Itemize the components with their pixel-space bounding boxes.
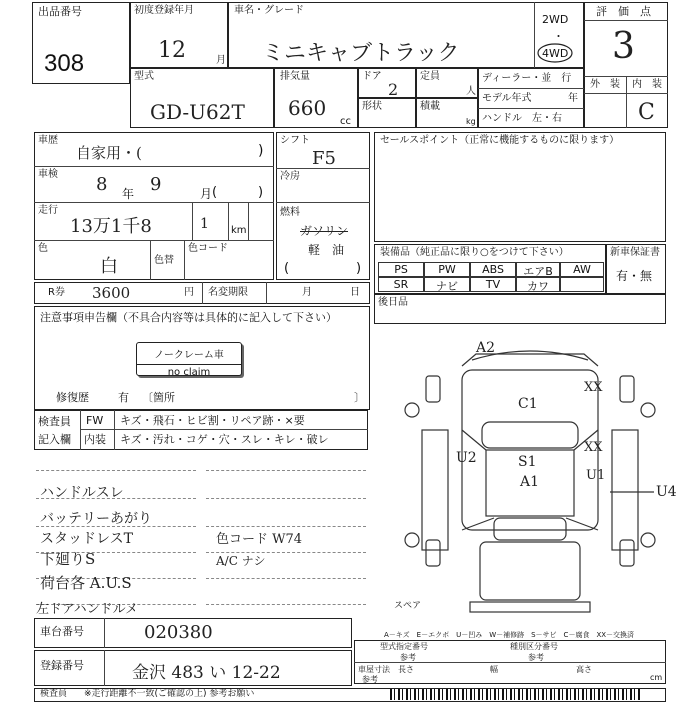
grade-line3 bbox=[584, 93, 668, 94]
mileage-div3 bbox=[248, 202, 249, 240]
fuel-value: 軽 油 bbox=[308, 243, 345, 257]
dims-wid: 幅 bbox=[490, 665, 498, 674]
inspector-fw: FW bbox=[86, 414, 104, 427]
sales-label: セールスポイント（正常に機能するものに限ります） bbox=[380, 135, 620, 146]
inspector-div2 bbox=[114, 410, 115, 450]
remark-left-0: ハンドルスレ bbox=[40, 485, 124, 501]
inspector-fw-text: キズ・飛石・ヒビ割・リペア跡・×要 bbox=[120, 414, 305, 427]
door-label: ドア bbox=[362, 71, 382, 82]
mark-s1: S1 bbox=[518, 454, 537, 470]
recycle-label: R券 bbox=[48, 287, 65, 298]
grade-divider bbox=[626, 76, 627, 128]
remark-left-3: 下廻りS bbox=[40, 550, 96, 568]
shift-line bbox=[276, 168, 370, 169]
regno-div bbox=[104, 650, 105, 686]
disp-label: 排気量 bbox=[280, 71, 310, 82]
rear-window bbox=[494, 518, 566, 540]
lot-label: 出品番号 bbox=[38, 5, 82, 18]
mirror-left bbox=[405, 403, 419, 417]
remark-right-0: 色コード W74 bbox=[216, 532, 303, 547]
disp-value: 660 bbox=[288, 96, 327, 120]
stamp-line2: no claim bbox=[137, 364, 241, 378]
shift-value: F5 bbox=[312, 148, 336, 169]
dims-label: 車屋寸法 bbox=[358, 665, 390, 674]
shaken-day-open: ( bbox=[212, 185, 218, 200]
dims-cm: cm bbox=[650, 673, 663, 682]
shift-label: シフト bbox=[280, 135, 310, 146]
remark-left-5: 左ドアハンドルメ bbox=[36, 602, 139, 617]
shaken-month: 9 bbox=[150, 174, 162, 195]
expire-day-unit: 日 bbox=[350, 287, 360, 298]
remark-line bbox=[206, 578, 366, 579]
grade-label: 評 価 点 bbox=[596, 5, 651, 18]
fuel-label: 燃料 bbox=[280, 207, 300, 218]
drive-4wd-circle bbox=[536, 42, 574, 64]
seats-unit: 人 bbox=[466, 86, 476, 97]
detail-line3 bbox=[34, 240, 274, 241]
footer-text: ※走行距離不一致(ご確認の上) 参考お願い bbox=[84, 689, 255, 699]
detail-line1 bbox=[34, 166, 274, 167]
ac-line bbox=[276, 202, 370, 203]
mark-xx-1: XX bbox=[584, 380, 603, 395]
color-div2 bbox=[184, 240, 185, 280]
inspector-in: 内装 bbox=[84, 433, 106, 446]
left-side-panel bbox=[422, 430, 448, 550]
bed-outline bbox=[480, 542, 580, 600]
wheel-fl bbox=[426, 376, 440, 402]
color-change-label: 色替 bbox=[154, 255, 174, 266]
warranty-value: 有・無 bbox=[616, 269, 653, 283]
shape-label: 形状 bbox=[362, 101, 382, 112]
mileage-label: 走行 bbox=[38, 205, 58, 216]
recycle-div bbox=[202, 282, 203, 304]
model-label: 型式 bbox=[134, 71, 154, 82]
shaken-month-unit: 月 bbox=[200, 187, 213, 201]
drive-2wd: 2WD bbox=[542, 13, 569, 26]
wheel-fr bbox=[620, 376, 634, 402]
mark-u1: U1 bbox=[586, 468, 606, 483]
dims-hgt: 高さ bbox=[576, 665, 592, 674]
recycle-value: 3600 bbox=[92, 284, 131, 302]
mark-c1: C1 bbox=[518, 396, 538, 412]
load-unit: kg bbox=[466, 117, 476, 126]
equipment-item bbox=[560, 277, 604, 292]
mirror-left-rear bbox=[405, 533, 419, 547]
remark-line bbox=[206, 470, 366, 471]
mark-xx-2: XX bbox=[584, 440, 603, 455]
equipment-item: AW bbox=[560, 262, 604, 277]
wheel-rl bbox=[426, 540, 440, 566]
chassis-label: 車台番号 bbox=[40, 625, 84, 638]
right-side-panel bbox=[612, 430, 638, 550]
equipment-item: PS bbox=[378, 262, 424, 277]
dealer-line2 bbox=[478, 108, 584, 109]
repair-open: 〔箇所 bbox=[142, 391, 175, 404]
shaken-year-unit: 年 bbox=[122, 187, 135, 201]
reg-month-unit: 月 bbox=[216, 55, 226, 66]
legend-box2-label: 種別区分番号 bbox=[510, 642, 558, 651]
grade-value: 3 bbox=[612, 26, 635, 67]
mileage-div2 bbox=[228, 202, 229, 240]
legend-box1-label: 型式指定番号 bbox=[380, 642, 428, 651]
footer-label: 検査員 bbox=[40, 689, 68, 699]
remark-left-4: 荷台各 A.U.S bbox=[40, 574, 132, 592]
legend-line: A－キズ E－エクボ U－凹み W－補修跡 S－サビ C－腐食 XX－交換済 bbox=[384, 631, 635, 639]
fuel-close: ) bbox=[356, 261, 362, 276]
interior-label: 内 装 bbox=[632, 79, 662, 90]
drive-divider bbox=[534, 2, 535, 68]
lot-number: 308 bbox=[44, 50, 85, 77]
dealer-line bbox=[478, 88, 584, 89]
repair-value: 有 bbox=[118, 391, 129, 404]
remark-left-2: スタッドレスT bbox=[40, 531, 133, 547]
equipment-item: PW bbox=[424, 262, 470, 277]
equipment-label: 装備品（純正品に限り○をつけて下さい） bbox=[380, 247, 569, 258]
repair-close: 〕 bbox=[354, 391, 365, 404]
legend-box2: 参考 bbox=[528, 653, 544, 662]
disp-unit: cc bbox=[340, 116, 351, 127]
inspector-label1: 検査員 bbox=[38, 415, 71, 428]
no-claim-stamp bbox=[136, 342, 242, 376]
color-code-label: 色コード bbox=[188, 243, 228, 254]
shaken-label: 車検 bbox=[38, 169, 58, 180]
fitted-box bbox=[374, 294, 666, 324]
barcode bbox=[390, 689, 640, 700]
dims-len: 長さ bbox=[398, 665, 414, 674]
handle-label: ハンドル 左・右 bbox=[482, 113, 562, 124]
ac-label: 冷房 bbox=[280, 171, 300, 182]
drive-dot: ・ bbox=[553, 30, 564, 43]
model-year-label: モデル年式 bbox=[482, 93, 532, 104]
chassis-value: 020380 bbox=[144, 622, 213, 643]
equipment-item: ナビ bbox=[424, 277, 470, 292]
mirror-right-rear bbox=[641, 533, 655, 547]
drive-4wd: 4WD bbox=[542, 47, 569, 60]
fuel-open: ( bbox=[284, 261, 290, 276]
seats-label: 定員 bbox=[420, 71, 440, 82]
sales-box bbox=[374, 132, 666, 242]
windshield bbox=[482, 422, 578, 448]
remark-left-1: バッテリーあがり bbox=[40, 511, 152, 527]
interior-value: C bbox=[638, 100, 655, 125]
mileage-div1 bbox=[192, 202, 193, 240]
shaken-year: 8 bbox=[96, 174, 108, 195]
color-label: 色 bbox=[38, 243, 48, 254]
rear-bumper bbox=[470, 602, 590, 612]
model-year-unit: 年 bbox=[568, 93, 578, 104]
dims-ref: 参考 bbox=[362, 675, 378, 684]
equipment-item: TV bbox=[470, 277, 516, 292]
inspector-mid bbox=[80, 429, 368, 430]
door-value: 2 bbox=[388, 80, 399, 99]
equipment-item: エアB bbox=[516, 262, 560, 277]
mark-a2: A2 bbox=[476, 340, 496, 356]
legend-line2 bbox=[354, 662, 666, 663]
recycle-unit: 円 bbox=[184, 287, 194, 298]
equipment-item: SR bbox=[378, 277, 424, 292]
wheel-rr bbox=[620, 540, 634, 566]
recycle-div2 bbox=[266, 282, 267, 304]
spare-label: スペア bbox=[394, 601, 422, 611]
car-name: ミニキャブトラック bbox=[262, 41, 460, 66]
color-div1 bbox=[150, 240, 151, 280]
history-close: ) bbox=[258, 143, 264, 159]
remark-right-1: A/C ナシ bbox=[216, 554, 266, 568]
stamp-line1: ノークレーム車 bbox=[154, 350, 224, 361]
reg-label: 初度登録年月 bbox=[134, 5, 194, 16]
shaken-day-close: ) bbox=[258, 185, 264, 200]
mileage-unit: km bbox=[231, 225, 247, 236]
mileage-extra: 1 bbox=[200, 216, 209, 232]
damage-diagram bbox=[400, 330, 700, 620]
notes-label: 注意事項申告欄（不具合内容等は具体的に記入して下さい） bbox=[40, 311, 337, 324]
grade-line bbox=[584, 20, 668, 21]
inspector-in-text: キズ・汚れ・コゲ・穴・スレ・キレ・破レ bbox=[120, 433, 329, 446]
remark-line bbox=[206, 498, 366, 499]
regno-value: 金沢 483 い 12-22 bbox=[132, 663, 281, 683]
mark-a1: A1 bbox=[520, 474, 540, 490]
inspector-div1 bbox=[80, 410, 81, 450]
exterior-label: 外 装 bbox=[590, 79, 620, 90]
warranty-label: 新車保証書 bbox=[610, 247, 660, 258]
history-value: 自家用・( bbox=[76, 144, 142, 162]
mark-u4: U4 bbox=[656, 484, 677, 500]
legend-box1: 参考 bbox=[400, 653, 416, 662]
remark-line bbox=[206, 526, 366, 527]
expire-label: 名変期限 bbox=[208, 287, 248, 298]
color-value: 白 bbox=[100, 256, 118, 277]
expire-month-unit: 月 bbox=[302, 287, 312, 298]
mark-u2: U2 bbox=[456, 450, 477, 466]
regno-label: 登録番号 bbox=[40, 659, 84, 672]
reg-year: 12 bbox=[158, 38, 186, 63]
dealer-label: ディーラー・並 行 bbox=[482, 73, 572, 84]
detail-line2 bbox=[34, 202, 274, 203]
repair-label: 修復歴 bbox=[56, 391, 89, 404]
remark-line bbox=[36, 470, 196, 471]
equipment-item: カワ bbox=[516, 277, 560, 292]
fuel-struck: ガソリン bbox=[300, 224, 349, 238]
history-label: 車歴 bbox=[38, 135, 58, 146]
load-label: 積載 bbox=[420, 101, 440, 112]
remark-line bbox=[206, 604, 366, 605]
chassis-div bbox=[104, 618, 105, 648]
fitted-label: 後日品 bbox=[378, 297, 408, 308]
mirror-right bbox=[641, 403, 655, 417]
equipment-item: ABS bbox=[470, 262, 516, 277]
inspector-label2: 記入欄 bbox=[38, 433, 71, 446]
name-label: 車名・グレード bbox=[234, 5, 304, 16]
model-code: GD-U62T bbox=[150, 100, 245, 124]
mileage-value: 13万1千8 bbox=[70, 216, 152, 237]
